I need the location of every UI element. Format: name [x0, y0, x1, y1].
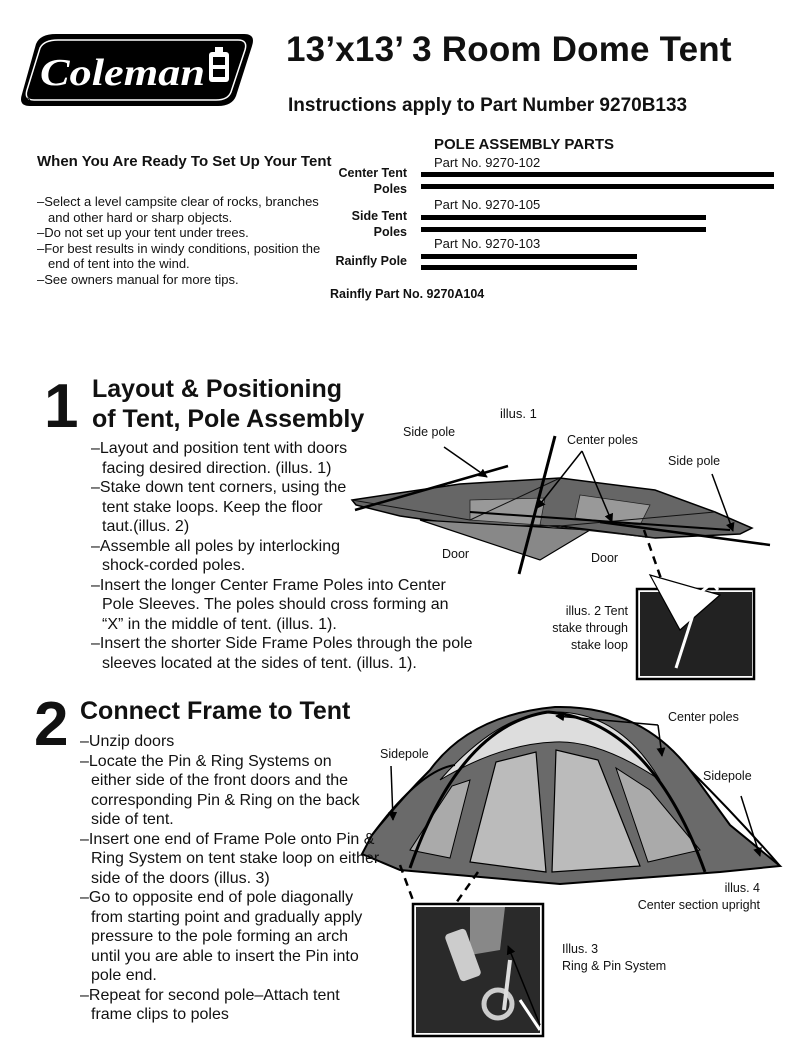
center-pole-part-number: Part No. 9270-102 — [434, 155, 541, 170]
illus3-caption — [562, 941, 666, 975]
step1-heading-line2: of Tent, Pole Assembly — [92, 405, 365, 433]
side-pole-label — [352, 208, 407, 240]
illus4-caption-line1: illus. 4 — [724, 881, 760, 895]
coleman-logo — [21, 34, 253, 106]
illus2-caption-line1: illus. 2 Tent — [565, 604, 628, 618]
step2-list — [80, 732, 380, 1025]
side-pole-bar-2 — [421, 227, 706, 232]
page-subtitle: Instructions apply to Part Number 9270B133 — [288, 95, 688, 116]
illus2-stake-loop — [637, 575, 754, 679]
list-item: –Unzip doors — [80, 733, 175, 750]
door-right-callout: Door — [591, 551, 619, 565]
illus4-caption-line2: Center section upright — [637, 898, 760, 912]
center-pole-label-line1: Center Tent — [338, 166, 407, 180]
list-item: –Insert the shorter Side Frame Poles through the pole sleeves located at the sides of tent. (illus. 1). — [91, 635, 473, 672]
illus3-ring-pin — [413, 904, 543, 1036]
illus2-caption — [552, 603, 628, 654]
list-item: –Layout and position tent with doors facing desired direction. (illus. 1) — [91, 440, 348, 477]
list-item: –See owners manual for more tips. — [37, 271, 239, 287]
illus1-label: illus. 1 — [500, 406, 537, 421]
preparation-list — [37, 194, 327, 287]
rainfly-pole-bar-2 — [421, 265, 637, 270]
list-item: –For best results in windy conditions, position the end of tent into the wind. — [37, 240, 321, 271]
side-pole-part-number: Part No. 9270-105 — [434, 197, 541, 212]
step1-heading — [92, 374, 364, 434]
side-pole-label-line2: Poles — [373, 225, 407, 239]
center-pole-bar-1 — [421, 172, 774, 177]
center-poles-callout-2: Center poles — [668, 710, 739, 724]
rainfly-pole-label: Rainfly Pole — [335, 254, 407, 268]
side-pole-left-callout: Side pole — [403, 425, 456, 439]
rainfly-pole-part-number: Part No. 9270-103 — [434, 236, 541, 251]
illus3-caption-line2: Ring & Pin System — [562, 959, 667, 973]
step2-heading: Connect Frame to Tent — [80, 697, 351, 725]
rainfly-pole-bar-1 — [421, 254, 637, 259]
pole-assembly-heading: POLE ASSEMBLY PARTS — [434, 136, 615, 153]
door-left-callout: Door — [442, 547, 470, 561]
illus2-caption-line2: stake through — [552, 621, 628, 635]
sidepole-left-callout: Sidepole — [380, 747, 429, 761]
step1-number: 1 — [44, 372, 79, 441]
sidepole-right-callout: Sidepole — [703, 769, 752, 783]
preparation-heading: When You Are Ready To Set Up Your Tent — [37, 153, 332, 170]
center-pole-label-line2: Poles — [373, 182, 407, 196]
illus2-caption-line3: stake loop — [571, 638, 628, 652]
center-pole-label — [338, 165, 407, 197]
illus3-caption-line1: Illus. 3 — [562, 942, 599, 956]
center-pole-bar-2 — [421, 184, 774, 189]
list-item: –Repeat for second pole–Attach tent frame clips to poles — [80, 986, 340, 1023]
list-item: –Locate the Pin & Ring Systems on either side of the front doors and the corresponding Pin & Ring on the back side of tent. — [80, 752, 360, 828]
illus4-tent-upright — [362, 707, 780, 903]
pole-bars — [421, 172, 774, 270]
list-item: –Assemble all poles by interlocking shock-corded poles. — [91, 537, 341, 574]
list-item: –Do not set up your tent under trees. — [37, 225, 249, 240]
list-item: –Select a level campsite clear of rocks, branches and other hard or sharp objects. — [37, 194, 319, 225]
list-item: –Insert the longer Center Frame Poles into Center Pole Sleeves. The poles should cross forming an “X” in the middle of tent. (illus. 1). — [91, 576, 449, 633]
illus4-caption — [638, 880, 760, 914]
side-pole-right-callout: Side pole — [668, 454, 721, 468]
lantern-icon — [209, 47, 229, 82]
side-pole-label-line1: Side Tent — [351, 209, 407, 223]
list-item: –Insert one end of Frame Pole onto Pin & Ring System on tent stake loop on either side of the doors (illus. 3) — [80, 830, 380, 887]
coleman-wordmark: Coleman — [40, 52, 205, 94]
side-pole-bar-1 — [421, 215, 706, 220]
step1-list — [91, 439, 473, 673]
step2-number: 2 — [34, 690, 69, 759]
list-item: –Stake down tent corners, using the tent stake loops. Keep the floor taut.(illus. 2) — [91, 479, 347, 535]
page-title: 13’x13’ 3 Room Dome Tent — [286, 30, 732, 69]
list-item: –Go to opposite end of pole diagonally from starting point and gradually apply pressure to the pole forming an arch until you are able to insert the Pin into pole end. — [80, 889, 363, 984]
step1-heading-line1: Layout & Positioning — [92, 375, 342, 403]
rainfly-kit-part-number: Rainfly Part No. 9270A104 — [330, 287, 485, 301]
center-poles-callout: Center poles — [567, 433, 638, 447]
